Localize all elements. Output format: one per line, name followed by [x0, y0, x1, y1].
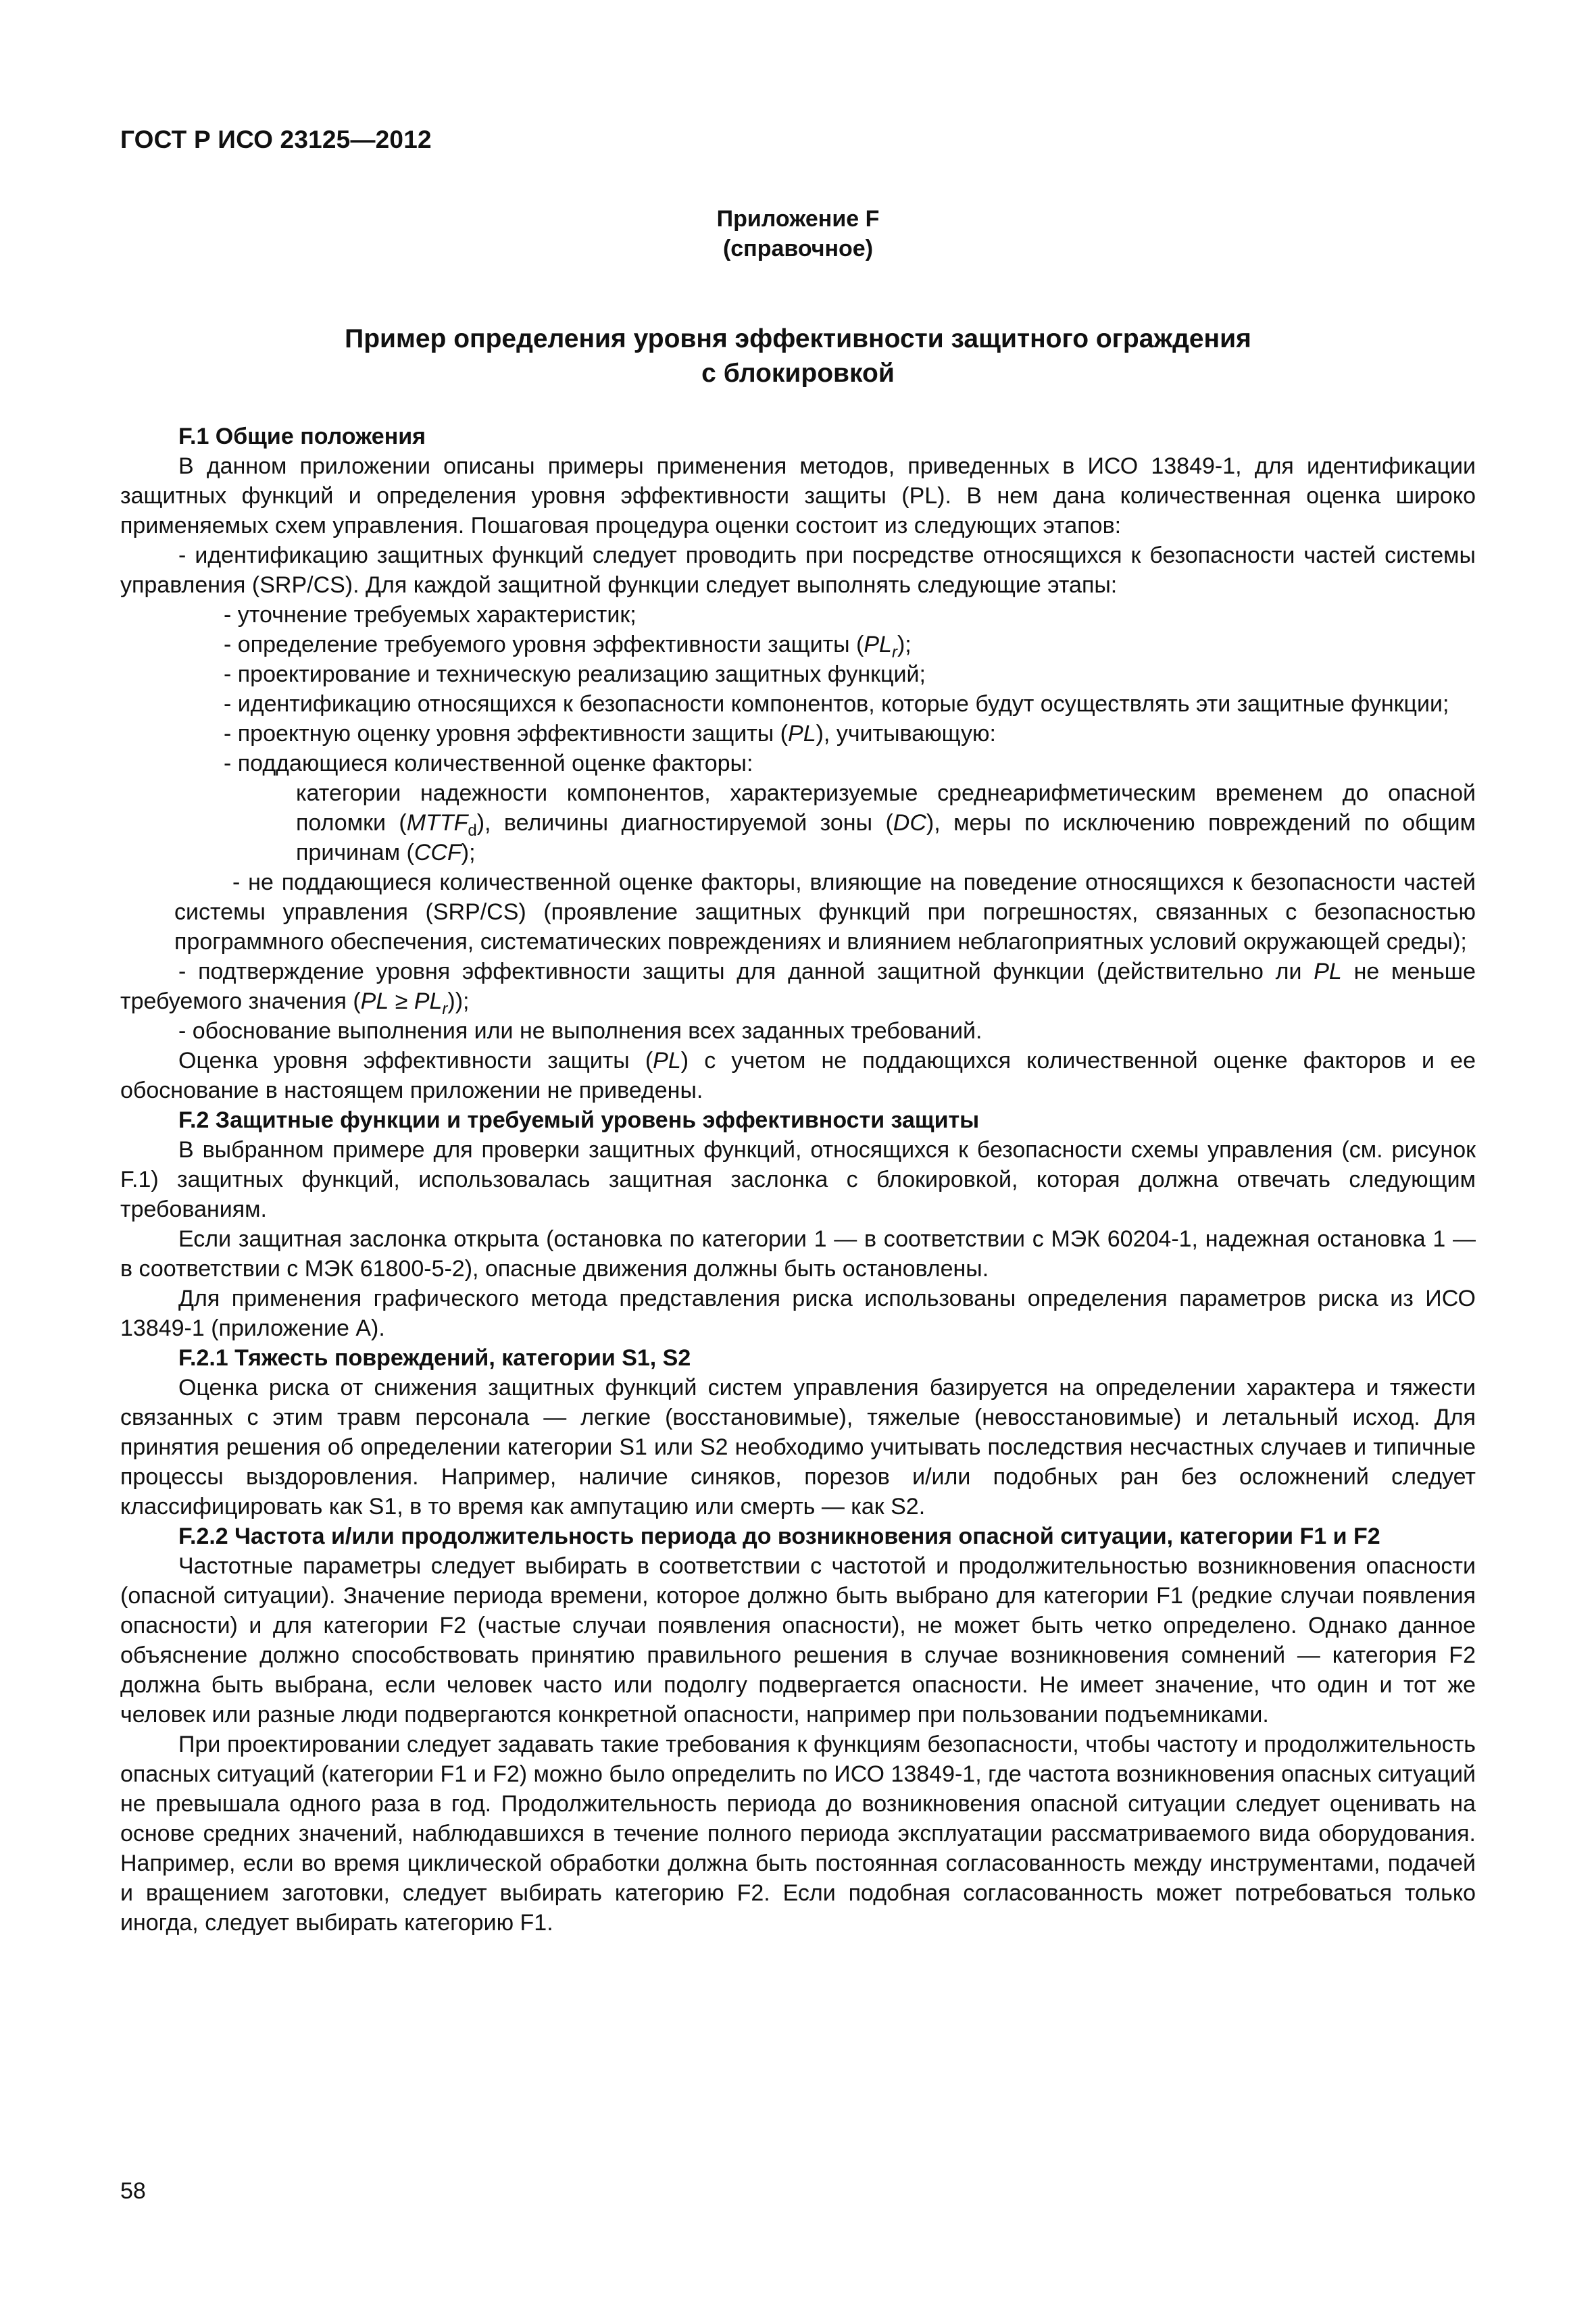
title-line-2: с блокировкой: [701, 359, 895, 388]
list-item: - уточнение требуемых характеристик;: [224, 602, 637, 628]
list-item: - идентификацию защитных функций следует проводить при посредстве относящихся к безопасности частей системы управления (SRP/CS). Для каждой защитной функции следует выполнять следующие этапы:: [120, 543, 1476, 598]
annex-heading: [0, 204, 1596, 263]
section-f2-heading: F.2 Защитные функции и требуемый уровень эффективности защиты: [178, 1107, 980, 1133]
document-body: [120, 422, 1476, 1938]
annex-label: Приложение F: [716, 206, 880, 232]
list-item: - проектирование и техническую реализацию защитных функций;: [224, 661, 926, 687]
annex-type: (справочное): [722, 236, 874, 261]
paragraph: В данном приложении описаны примеры применения методов, приведенных в ИСО 13849-1, для идентификации защитных функций и определения уровня эффективности защиты (PL). В нем дана количественная оценка широко применяемых схем управления. Пошаговая процедура оценки состоит из следующих этапов:: [120, 453, 1476, 538]
section-f22-heading: F.2.2 Частота и/или продолжительность периода до возникновения опасной ситуации, категории F1 и F2: [178, 1524, 1380, 1549]
list-item: категории надежности компонентов, характеризуемые среднеарифметическим временем до опасной поломки $(MTTF_d)$, величины диагностируемой зоны (DC), меры по исключению повреждений по общим причинам (CCF);: [296, 780, 1476, 865]
paragraph: Если защитная заслонка открыта (остановка по категории 1 — в соответствии с МЭК 60204-1, надежная остановка 1 — в соответствии с МЭК 61800-5-2), опасные движения должны быть остановлены.: [120, 1226, 1476, 1282]
paragraph: При проектировании следует задавать такие требования к функциям безопасности, чтобы частоту и продолжительность опасных ситуаций (категории F1 и F2) можно было определить по ИСО 13849-1, где частота возникновения опасных ситуаций не превышала одного раза в год. Продолжительность периода до возникновения опасной ситуации следует оценивать на основе средних значений, наблюдавшихся в течение полного периода эксплуатации рассматриваемого вида оборудования. Например, если во время циклической обработки должна быть постоянная согласованность между инструментами, подачей и вращением заготовки, следует выбирать категорию F2. Если подобная согласованность может потребоваться только иногда, следует выбирать категорию F1.: [120, 1732, 1476, 1936]
document-title: [0, 322, 1596, 391]
paragraph: В выбранном примере для проверки защитных функций, относящихся к безопасности схемы управления (см. рисунок F.1) защитных функций, использовалась защитная заслонка с блокировкой, которая должна отвечать следующим требованиям.: [120, 1137, 1476, 1222]
title-line-1: Пример определения уровня эффективности защитного ограждения: [345, 324, 1251, 353]
page-number: 58: [120, 2178, 146, 2204]
section-f21-heading: F.2.1 Тяжесть повреждений, категории S1, S2: [178, 1345, 691, 1371]
list-item: - идентификацию относящихся к безопасности компонентов, которые будут осуществлять эти защитные функции;: [224, 691, 1449, 717]
list-item: - подтверждение уровня эффективности защиты для данной защитной функции (действительно ли PL не меньше требуемого значения $(PL \ge PL_r)$);: [120, 959, 1476, 1018]
list-item: - проектную оценку уровня эффективности защиты (PL), учитывающую:: [224, 721, 996, 747]
paragraph: Для применения графического метода представления риска использованы определения параметров риска из ИСО 13849-1 (приложение А).: [120, 1286, 1476, 1341]
list-item: - поддающиеся количественной оценке факторы:: [224, 751, 753, 776]
list-item: - обоснование выполнения или не выполнения всех заданных требований.: [178, 1018, 982, 1044]
standard-header: ГОСТ Р ИСО 23125—2012: [120, 126, 432, 153]
list-item: - определение требуемого уровня эффективности защиты $(PL_r)$;: [224, 632, 912, 661]
paragraph: Оценка уровня эффективности защиты (PL) с учетом не поддающихся количественной оценке факторов и ее обоснование в настоящем приложении не приведены.: [120, 1048, 1476, 1103]
section-f1-heading: F.1 Общие положения: [178, 424, 426, 449]
paragraph: Оценка риска от снижения защитных функций систем управления базируется на определении характера и тяжести связанных с этим травм персонала — легкие (восстановимые), тяжелые (невосстановимые) и летальный исход. Для принятия решения об определении категории S1 или S2 необходимо учитывать последствия несчастных случаев и типичные процессы выздоровления. Например, наличие синяков, порезов и/или подобных ран без осложнений следует классифицировать как S1, в то время как ампутацию или смерть — как S2.: [120, 1375, 1476, 1519]
list-item: - не поддающиеся количественной оценке факторы, влияющие на поведение относящихся к безопасности частей системы управления (SRP/CS) (проявление защитных функций при погрешностях, связанных с безопасностью программного обеспечения, систематических повреждениях и влиянием неблагоприятных условий окружающей среды);: [174, 870, 1476, 955]
paragraph: Частотные параметры следует выбирать в соответствии с частотой и продолжительностью возникновения опасности (опасной ситуации). Значение периода времени, которое должно быть выбрано для категории F1 (редкие случаи появления опасности) и для категории F2 (частые случаи появления опасности), не может быть четко определено. Однако данное объяснение должно способствовать принятию правильного решения в случае возникновения сомнений — категория F2 должна быть выбрана, если человек часто или подолгу подвергается опасности. Не имеет значение, что один и тот же человек или разные люди подвергаются конкретной опасности, например при пользовании подъемниками.: [120, 1553, 1476, 1728]
